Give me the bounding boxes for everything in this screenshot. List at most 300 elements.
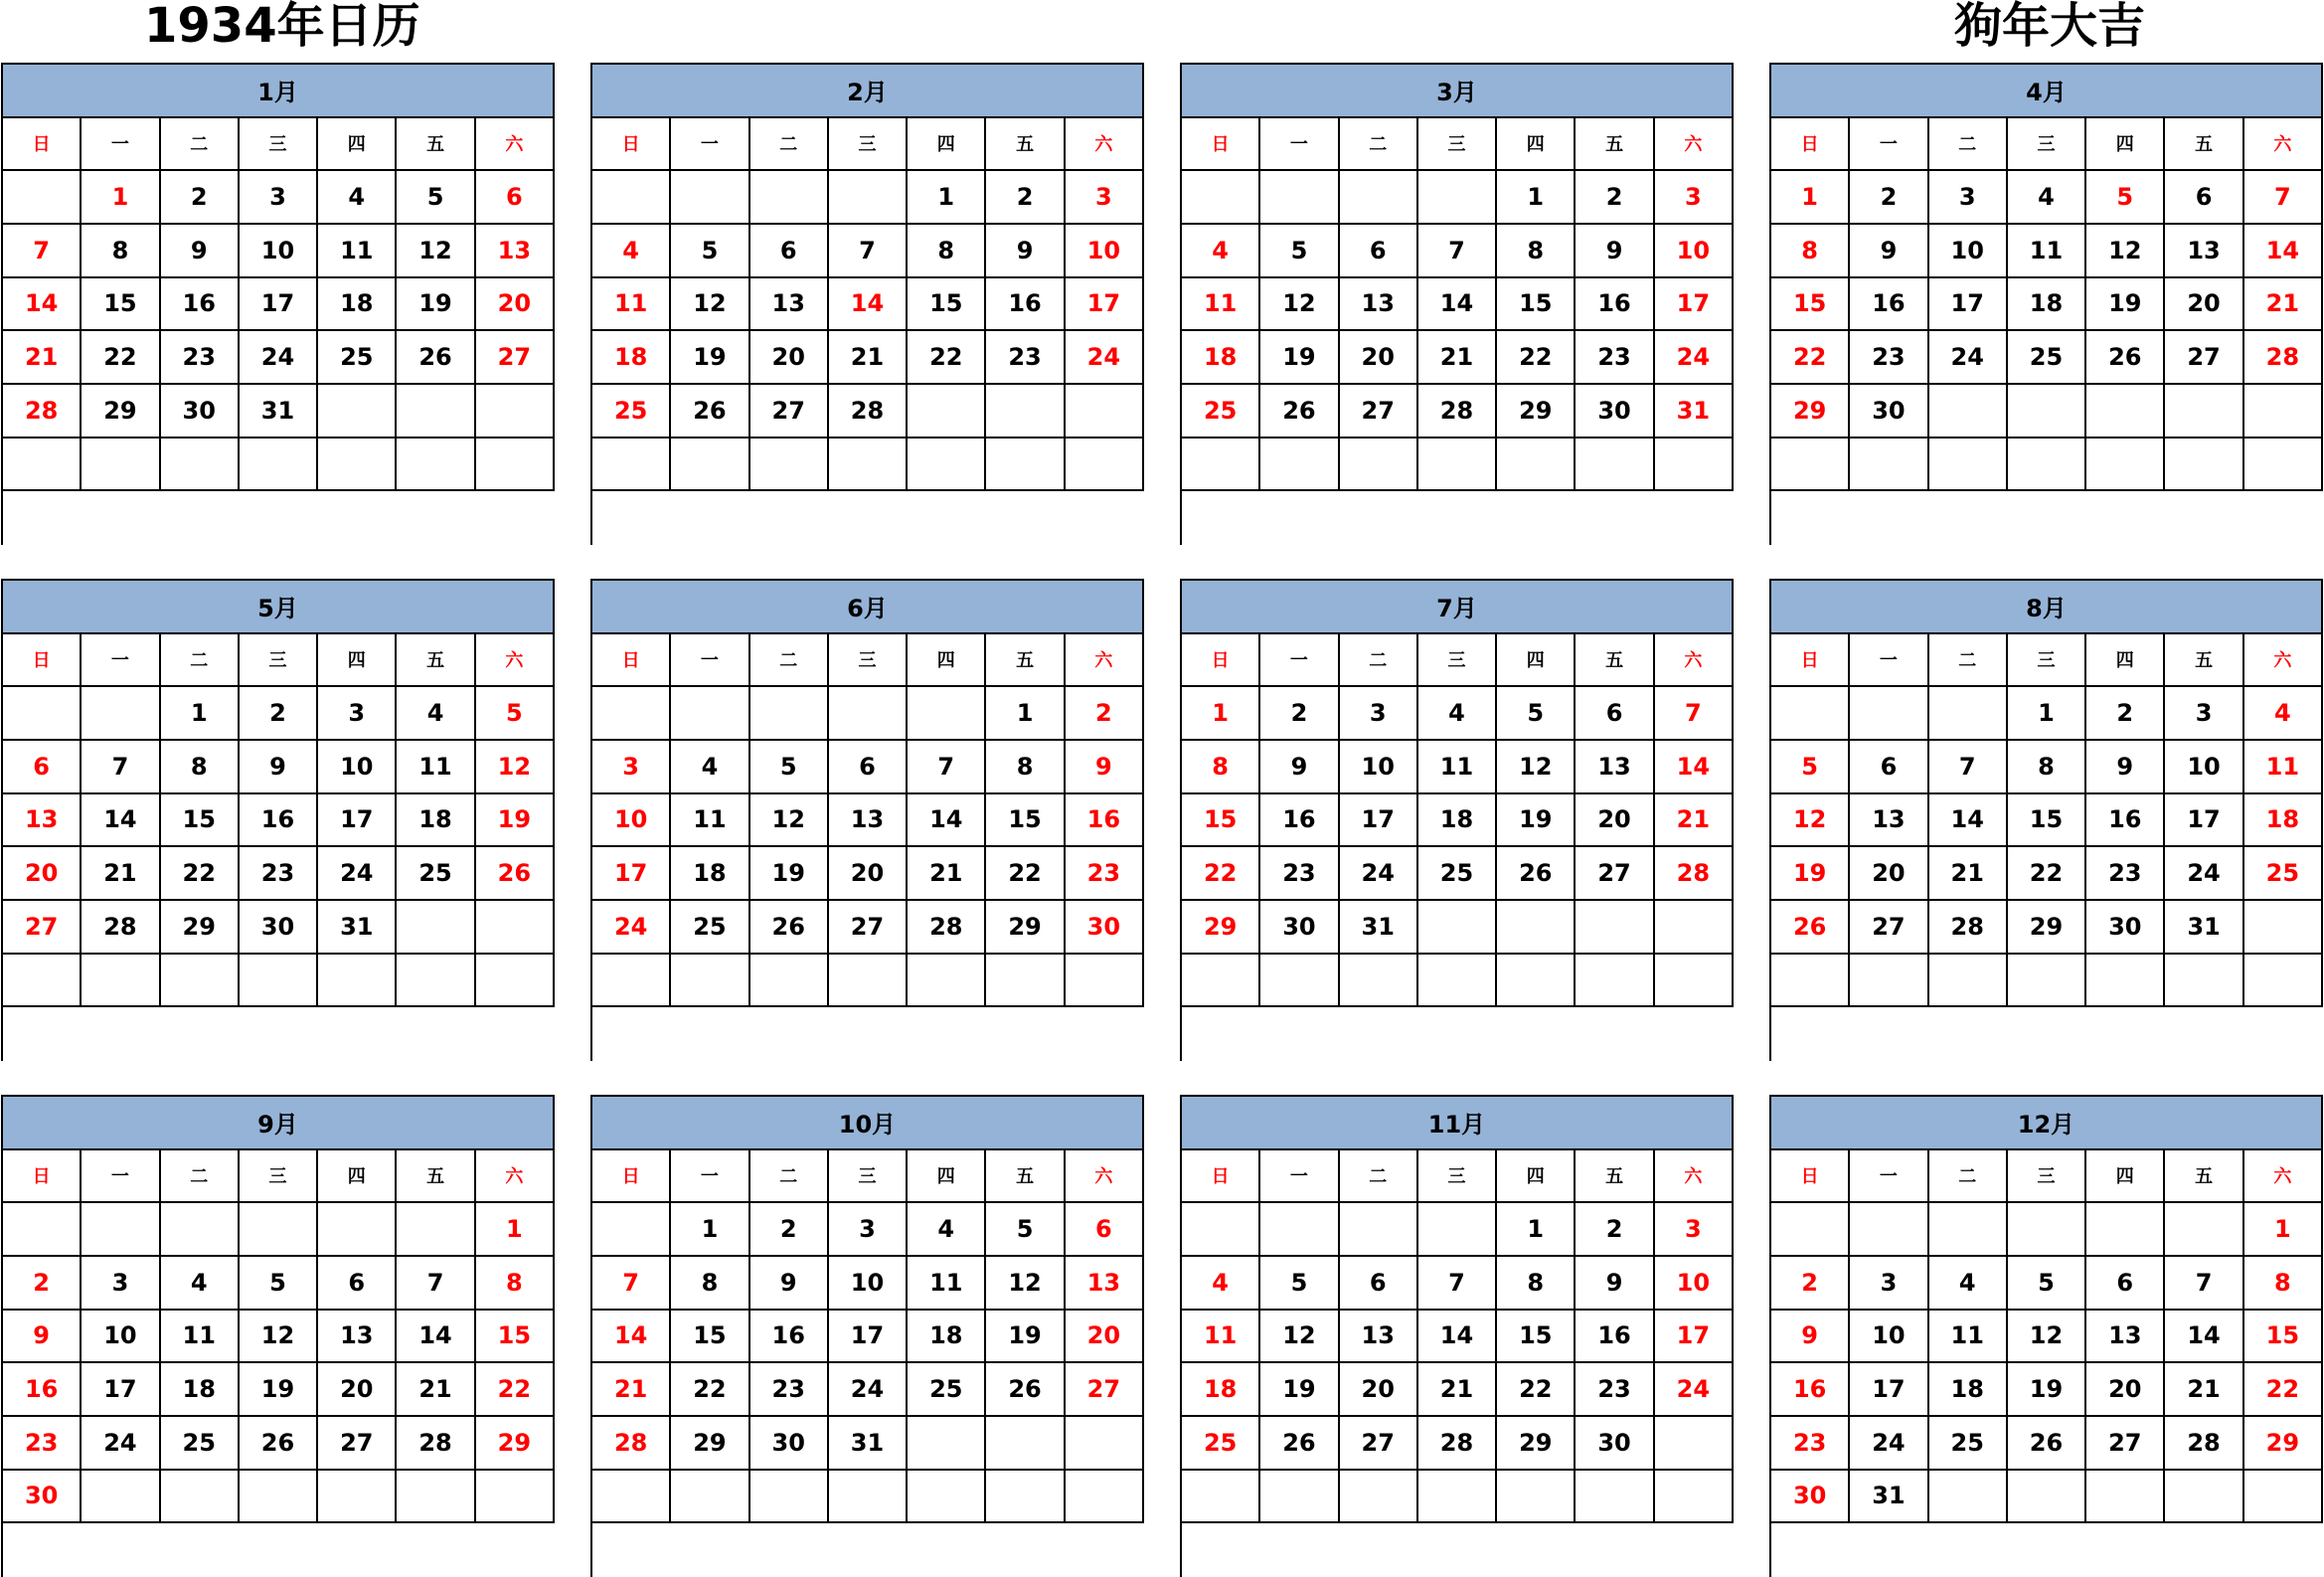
weekday-label: 一 [82,118,160,172]
empty-cell [2244,955,2323,1008]
month-header: 10月 [592,1097,1144,1150]
day-cell: 26 [397,331,475,385]
weekday-label: 一 [1260,1150,1339,1204]
weekday-label: 四 [2086,634,2165,688]
day-cell: 2 [240,687,318,741]
day-cell: 1 [1182,687,1260,741]
day-cell: 30 [1260,901,1339,955]
month-calendar [1,1095,555,1577]
empty-cell [829,687,908,741]
empty-cell [476,1471,555,1524]
empty-cell [1340,1471,1418,1524]
empty-cell [592,687,671,741]
weekday-label: 六 [2244,118,2323,172]
day-cell: 8 [1497,225,1576,278]
day-cell: 10 [1655,1257,1734,1311]
day-cell: 29 [2244,1417,2323,1471]
day-cell: 13 [1576,741,1654,794]
empty-cell [161,438,240,492]
day-cell: 1 [161,687,240,741]
weekday-label: 一 [671,1150,749,1204]
day-cell: 19 [240,1363,318,1417]
day-cell: 24 [1850,1417,1928,1471]
empty-cell [908,1417,986,1471]
day-cell: 3 [592,741,671,794]
day-cell: 25 [908,1363,986,1417]
day-cell: 7 [2244,171,2323,225]
day-cell: 28 [908,901,986,955]
empty-cell [1497,438,1576,492]
day-cell: 15 [476,1311,555,1364]
month-header: 11月 [1182,1097,1734,1150]
empty-cell [1182,171,1260,225]
day-cell: 23 [986,331,1065,385]
weekday-label: 日 [592,118,671,172]
day-cell: 3 [1655,1203,1734,1257]
empty-cell [82,438,160,492]
day-cell: 8 [1182,741,1260,794]
weekday-label: 二 [1929,1150,2008,1204]
day-cell: 13 [829,794,908,848]
day-cell: 21 [1655,794,1734,848]
day-cell: 30 [1576,385,1654,438]
day-cell: 4 [161,1257,240,1311]
weekday-label: 四 [318,1150,397,1204]
day-cell: 7 [829,225,908,278]
day-cell: 11 [1182,278,1260,332]
empty-cell [1066,955,1144,1008]
day-cell: 31 [1850,1471,1928,1524]
day-cell: 29 [476,1417,555,1471]
day-cell: 8 [1771,225,1850,278]
empty-cell [3,171,82,225]
weekday-label: 六 [1655,634,1734,688]
day-cell: 20 [3,847,82,901]
empty-cell [161,955,240,1008]
day-cell: 29 [2008,901,2086,955]
weekday-label: 四 [908,118,986,172]
empty-cell [1655,1417,1734,1471]
weekday-label: 六 [476,1150,555,1204]
day-cell: 30 [240,901,318,955]
day-cell: 16 [161,278,240,332]
day-cell: 2 [750,1203,829,1257]
weekday-label: 日 [3,118,82,172]
empty-cell [1418,438,1497,492]
empty-cell [908,385,986,438]
day-cell: 11 [2244,741,2323,794]
day-cell: 23 [2086,847,2165,901]
day-cell: 12 [240,1311,318,1364]
day-cell: 15 [2244,1311,2323,1364]
empty-cell [829,955,908,1008]
day-cell: 27 [476,331,555,385]
day-cell: 5 [671,225,749,278]
empty-cell [1850,1203,1928,1257]
day-cell: 13 [2086,1311,2165,1364]
empty-cell [1182,1471,1260,1524]
empty-cell [671,438,749,492]
day-cell: 9 [2086,741,2165,794]
day-cell: 13 [2165,225,2243,278]
day-cell: 8 [671,1257,749,1311]
day-cell: 22 [161,847,240,901]
day-cell: 2 [1850,171,1928,225]
day-cell: 24 [1929,331,2008,385]
empty-cell [2086,385,2165,438]
day-cell: 11 [671,794,749,848]
weekday-label: 五 [1576,634,1654,688]
day-cell: 26 [1260,385,1339,438]
day-cell: 22 [671,1363,749,1417]
weekday-label: 六 [1655,1150,1734,1204]
day-cell: 30 [1066,901,1144,955]
empty-cell [82,955,160,1008]
empty-cell [829,438,908,492]
empty-cell [476,901,555,955]
day-cell: 30 [1850,385,1928,438]
empty-cell [318,385,397,438]
weekday-label: 三 [1418,1150,1497,1204]
day-cell: 7 [2165,1257,2243,1311]
day-cell: 17 [1066,278,1144,332]
day-cell: 28 [1929,901,2008,955]
day-cell: 27 [1340,1417,1418,1471]
day-cell: 12 [2086,225,2165,278]
day-cell: 25 [671,901,749,955]
empty-cell [1929,955,2008,1008]
empty-cell [318,438,397,492]
day-cell: 27 [1066,1363,1144,1417]
day-cell: 10 [829,1257,908,1311]
day-cell: 26 [476,847,555,901]
day-cell: 9 [240,741,318,794]
empty-cell [986,385,1065,438]
empty-cell [1576,901,1654,955]
day-cell: 14 [592,1311,671,1364]
empty-cell [240,955,318,1008]
empty-cell [1850,955,1928,1008]
weekday-label: 日 [3,1150,82,1204]
weekday-label: 四 [1497,1150,1576,1204]
month-header: 2月 [592,65,1144,118]
weekday-label: 二 [750,1150,829,1204]
day-cell: 1 [2008,687,2086,741]
empty-cell [2165,1471,2243,1524]
day-cell: 13 [1066,1257,1144,1311]
day-cell: 16 [1576,278,1654,332]
weekday-label: 四 [2086,118,2165,172]
empty-cell [476,438,555,492]
weekday-label: 二 [161,118,240,172]
month-calendar [1,579,555,1061]
day-cell: 15 [82,278,160,332]
day-cell: 15 [986,794,1065,848]
day-cell: 19 [986,1311,1065,1364]
day-cell: 20 [476,278,555,332]
empty-cell [908,955,986,1008]
day-cell: 5 [1260,225,1339,278]
day-cell: 14 [397,1311,475,1364]
day-cell: 19 [397,278,475,332]
day-cell: 14 [1418,1311,1497,1364]
day-cell: 20 [750,331,829,385]
day-cell: 10 [1066,225,1144,278]
day-cell: 13 [1340,278,1418,332]
empty-cell [1418,955,1497,1008]
weekday-label: 日 [3,634,82,688]
day-cell: 7 [908,741,986,794]
day-cell: 19 [2008,1363,2086,1417]
month-header: 8月 [1771,581,2323,634]
day-cell: 1 [908,171,986,225]
day-cell: 2 [1771,1257,1850,1311]
empty-cell [671,955,749,1008]
day-cell: 7 [1655,687,1734,741]
month-header: 3月 [1182,65,1734,118]
month-calendar [590,63,1144,545]
empty-cell [476,955,555,1008]
day-cell: 5 [2008,1257,2086,1311]
day-cell: 19 [1771,847,1850,901]
day-cell: 15 [1497,278,1576,332]
day-cell: 27 [1576,847,1654,901]
empty-cell [1340,171,1418,225]
day-cell: 10 [82,1311,160,1364]
empty-cell [1260,1471,1339,1524]
day-cell: 3 [318,687,397,741]
empty-cell [1655,438,1734,492]
empty-cell [318,1471,397,1524]
day-cell: 29 [1497,385,1576,438]
day-cell: 16 [1260,794,1339,848]
day-cell: 16 [1850,278,1928,332]
day-cell: 8 [2008,741,2086,794]
weekday-label: 三 [829,1150,908,1204]
day-cell: 3 [1850,1257,1928,1311]
day-cell: 17 [829,1311,908,1364]
weekday-label: 一 [1260,118,1339,172]
weekday-label: 日 [1182,634,1260,688]
day-cell: 12 [1497,741,1576,794]
day-cell: 18 [397,794,475,848]
day-cell: 21 [2244,278,2323,332]
day-cell: 19 [2086,278,2165,332]
day-cell: 24 [592,901,671,955]
weekday-label: 二 [161,634,240,688]
empty-cell [1655,1471,1734,1524]
day-cell: 13 [318,1311,397,1364]
empty-cell [2165,955,2243,1008]
day-cell: 1 [2244,1203,2323,1257]
day-cell: 1 [671,1203,749,1257]
day-cell: 23 [1260,847,1339,901]
empty-cell [1182,438,1260,492]
day-cell: 12 [476,741,555,794]
day-cell: 19 [750,847,829,901]
day-cell: 26 [2008,1417,2086,1471]
day-cell: 7 [592,1257,671,1311]
month-header: 12月 [1771,1097,2323,1150]
day-cell: 22 [2008,847,2086,901]
empty-cell [592,438,671,492]
empty-cell [1929,1203,2008,1257]
day-cell: 22 [1497,1363,1576,1417]
day-cell: 6 [1340,1257,1418,1311]
weekday-label: 三 [2008,634,2086,688]
weekday-label: 五 [397,634,475,688]
weekday-label: 五 [1576,1150,1654,1204]
day-cell: 14 [1418,278,1497,332]
empty-cell [2086,1203,2165,1257]
day-cell: 1 [1497,1203,1576,1257]
weekday-label: 二 [1340,118,1418,172]
empty-cell [592,171,671,225]
day-cell: 18 [1182,331,1260,385]
day-cell: 13 [476,225,555,278]
day-cell: 11 [2008,225,2086,278]
day-cell: 9 [1066,741,1144,794]
empty-cell [1418,1471,1497,1524]
day-cell: 31 [1655,385,1734,438]
day-cell: 22 [476,1363,555,1417]
day-cell: 7 [1929,741,2008,794]
weekday-label: 日 [1182,1150,1260,1204]
day-cell: 20 [2086,1363,2165,1417]
day-cell: 22 [82,331,160,385]
day-cell: 29 [671,1417,749,1471]
day-cell: 7 [1418,225,1497,278]
day-cell: 27 [750,385,829,438]
day-cell: 5 [750,741,829,794]
day-cell: 18 [671,847,749,901]
weekday-label: 三 [2008,1150,2086,1204]
empty-cell [2086,1471,2165,1524]
weekday-label: 四 [318,634,397,688]
empty-cell [1340,1203,1418,1257]
day-cell: 15 [1182,794,1260,848]
empty-cell [1771,438,1850,492]
day-cell: 4 [671,741,749,794]
month-calendar [1,63,555,545]
day-cell: 13 [750,278,829,332]
empty-cell [2086,955,2165,1008]
weekday-label: 四 [908,1150,986,1204]
empty-cell [1066,1417,1144,1471]
day-cell: 9 [1576,225,1654,278]
weekday-label: 四 [2086,1150,2165,1204]
day-cell: 3 [829,1203,908,1257]
weekday-label: 四 [1497,634,1576,688]
empty-cell [2008,1471,2086,1524]
empty-cell [1771,1203,1850,1257]
empty-cell [1182,955,1260,1008]
day-cell: 18 [1182,1363,1260,1417]
month-calendar [1769,579,2323,1061]
day-cell: 8 [82,225,160,278]
day-cell: 6 [1340,225,1418,278]
weekday-label: 六 [1066,118,1144,172]
day-cell: 23 [1576,1363,1654,1417]
weekday-label: 三 [240,1150,318,1204]
day-cell: 9 [161,225,240,278]
day-cell: 18 [161,1363,240,1417]
day-cell: 17 [1850,1363,1928,1417]
day-cell: 28 [82,901,160,955]
day-cell: 25 [2244,847,2323,901]
day-cell: 16 [2086,794,2165,848]
day-cell: 10 [1850,1311,1928,1364]
day-cell: 31 [829,1417,908,1471]
empty-cell [2165,1203,2243,1257]
day-cell: 28 [1655,847,1734,901]
empty-cell [1182,1203,1260,1257]
day-cell: 25 [318,331,397,385]
day-cell: 8 [161,741,240,794]
empty-cell [318,955,397,1008]
day-cell: 11 [592,278,671,332]
day-cell: 10 [1929,225,2008,278]
day-cell: 2 [161,171,240,225]
empty-cell [1260,1203,1339,1257]
weekday-label: 三 [829,118,908,172]
day-cell: 25 [1418,847,1497,901]
empty-cell [397,901,475,955]
day-cell: 4 [2008,171,2086,225]
day-cell: 4 [1182,1257,1260,1311]
day-cell: 23 [1576,331,1654,385]
empty-cell [986,438,1065,492]
day-cell: 14 [2165,1311,2243,1364]
day-cell: 11 [1929,1311,2008,1364]
day-cell: 14 [2244,225,2323,278]
empty-cell [397,955,475,1008]
day-cell: 22 [1771,331,1850,385]
empty-cell [671,171,749,225]
day-cell: 20 [1340,1363,1418,1417]
day-cell: 9 [3,1311,82,1364]
month-calendar [1180,1095,1734,1577]
day-cell: 24 [1655,331,1734,385]
day-cell: 27 [829,901,908,955]
day-cell: 22 [986,847,1065,901]
empty-cell [1260,171,1339,225]
empty-cell [1066,1471,1144,1524]
empty-cell [2165,385,2243,438]
weekday-label: 三 [829,634,908,688]
weekday-label: 一 [1850,118,1928,172]
day-cell: 30 [750,1417,829,1471]
day-cell: 21 [82,847,160,901]
day-cell: 19 [671,331,749,385]
day-cell: 31 [1340,901,1418,955]
day-cell: 28 [1418,385,1497,438]
day-cell: 12 [1771,794,1850,848]
day-cell: 12 [671,278,749,332]
empty-cell [671,687,749,741]
day-cell: 12 [397,225,475,278]
weekday-label: 六 [476,634,555,688]
day-cell: 24 [1340,847,1418,901]
day-cell: 26 [1497,847,1576,901]
empty-cell [750,687,829,741]
day-cell: 30 [1771,1471,1850,1524]
weekday-label: 六 [2244,1150,2323,1204]
day-cell: 16 [986,278,1065,332]
day-cell: 25 [1182,385,1260,438]
day-cell: 23 [3,1417,82,1471]
empty-cell [161,1471,240,1524]
